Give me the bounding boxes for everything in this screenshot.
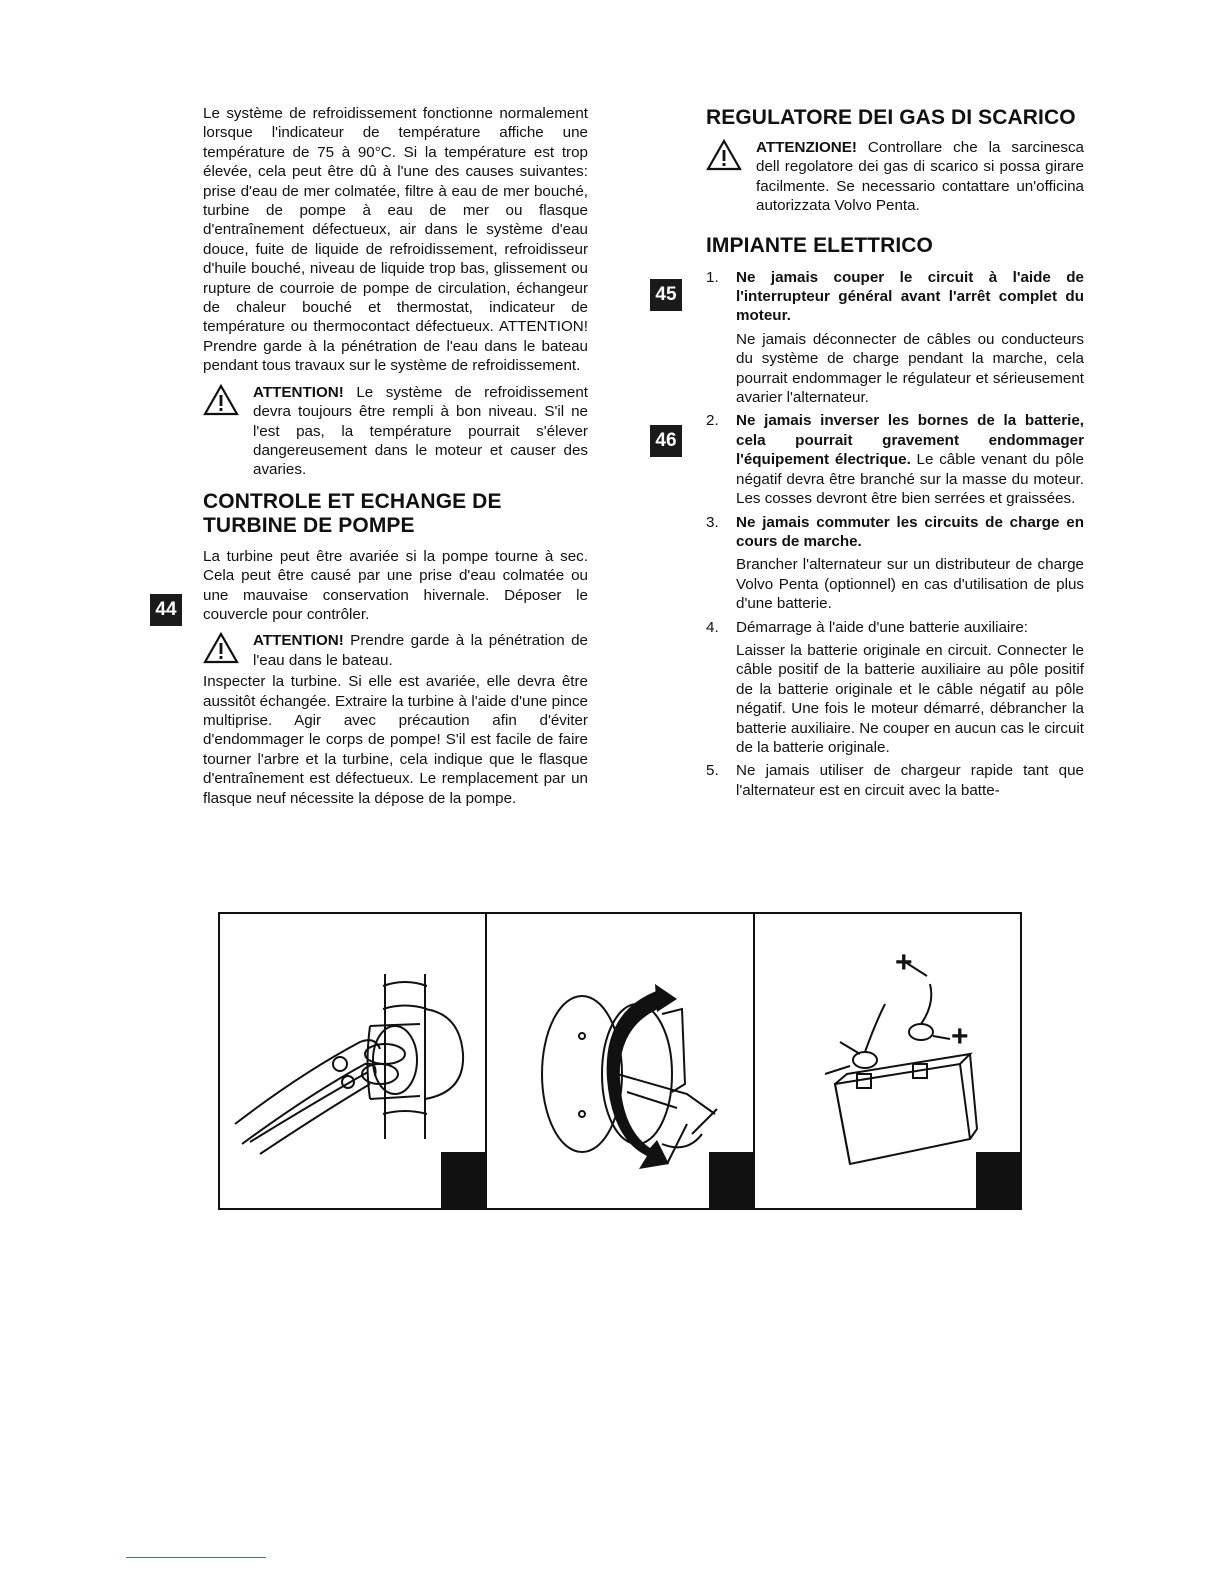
turbine-section-heading: CONTROLE ET ECHANGE DE TURBINE DE POMPE [203, 489, 502, 537]
warning-triangle-icon [706, 139, 742, 171]
figure-turbine-rotation [485, 914, 752, 1208]
item-text: Le câble venant du pôle négatif devra être branché sur la masse du moteur. Les cosses devront être bien serrées et graissées. [736, 451, 1084, 508]
cooling-warning [203, 383, 588, 480]
figure-badge-45: 45 [650, 279, 682, 311]
warning-text: Controllare che la sarcinesca dell regolatore dei gas di scarico si possa girare facilmente. Se necessario contattare un'officina autorizzata Volvo Penta. [756, 139, 1084, 215]
item-bold-text: Ne jamais commuter les circuits de charge en cours de marche. [736, 513, 1084, 550]
illustration-strip [218, 912, 1022, 1210]
figure-marker [709, 1152, 753, 1208]
footnote-rule [126, 1557, 266, 1558]
exhaust-warning [706, 138, 1084, 216]
list-item [706, 513, 1084, 614]
item-detail: Brancher l'alternateur sur un distributeur de charge Volvo Penta (optionnel) en cas d'utilisation de plus d'une batterie. [736, 556, 1084, 613]
item-number: 4. [706, 618, 719, 636]
warning-label: ATTENZIONE! [756, 139, 857, 156]
item-number: 1. [706, 268, 719, 286]
item-bold-text: Ne jamais inverser les bornes de la batterie, cela pourrait gravement endommager l'équipement électrique. [736, 412, 1084, 469]
warning-label: ATTENTION! [253, 632, 344, 650]
positive-terminal-label: + [894, 946, 913, 979]
exhaust-regulator-heading: REGULATORE DEI GAS DI SCARICO [706, 106, 1076, 129]
turbine-paragraph-1: La turbine peut être avariée si la pompe tourne à sec. Cela peut être causé par une prise d'eau colmatée ou une mauvaise conservation hivernale. Déposer le couvercle pour contrôler. [203, 547, 588, 623]
item-text: Démarrage à l'aide d'une batterie auxiliaire: [736, 618, 1028, 636]
item-bold-text: Ne jamais couper le circuit à l'aide de l'interrupteur général avant l'arrêt complet du moteur. [736, 268, 1084, 325]
pliers-removing-turbine-illustration [220, 914, 473, 1208]
list-item [706, 618, 1084, 758]
item-number: 5. [706, 762, 719, 780]
item-detail: Ne jamais déconnecter de câbles ou conducteurs du système de charge pendant la marche, cela pourrait endommager le régulateur et sérieusement avarier l'alternateur. [736, 330, 1084, 407]
electrical-heading: IMPIANTE ELETTRICO [706, 233, 933, 257]
warning-triangle-icon [203, 384, 239, 416]
water-warning [203, 631, 588, 670]
electrical-instructions-list [706, 268, 1084, 801]
warning-text: Le système de refroidissement devra toujours être rempli à bon niveau. S'il ne l'est pas, la température pourrait s'élever dangereusement dans le moteur et causer des avaries. [253, 383, 588, 479]
list-item [706, 268, 1084, 408]
positive-cable-label: + [950, 1020, 969, 1053]
right-column [706, 104, 1084, 804]
figure-marker [976, 1152, 1020, 1208]
list-item [706, 411, 1084, 508]
cooling-intro-paragraph: Le système de refroidissement fonctionne normalement lorsque l'indicateur de température affiche une température de 75 à 90°C. Si la température est trop élevée, cela peut être dû à l'une des causes suivantes: prise d'eau de mer colmatée, filtre à eau de mer bouché, turbine de pompe à eau de mer ou flasque d'entraînement défectueux, air dans le système d'eau douce, fuite de liquide de refroidissement, refroidisseur d'huile bouché, niveau de liquide trop bas, glissement ou rupture de courroie de pompe de circulation, échangeur de chaleur bouché et thermostat, indicateur de température ou thermocontact défectueux. ATTENTION! Prendre garde à la pénétration de l'eau dans le bateau pendant tous travaux sur le système de refroidissement. [203, 105, 588, 375]
figure-badge-44: 44 [150, 594, 182, 626]
list-item [706, 761, 1084, 800]
item-text: Ne jamais utiliser de chargeur rapide tant que l'alternateur est en circuit avec la batte- [736, 762, 1084, 799]
left-column [203, 104, 588, 808]
turbine-paragraph-2: Inspecter la turbine. Si elle est avariée, elle devra être aussitôt échangée. Extraire la turbine à l'aide d'une pince multiprise. Agir avec précaution afin d'éviter d'endommager le corps de pompe! S'il est facile de faire tourner l'arbre et la turbine, cela indique que le flasque d'entraînement est défectueux. Le remplacement par un flasque neuf nécessite la dépose de la pompe. [203, 673, 588, 807]
item-number: 3. [706, 513, 719, 531]
item-number: 2. [706, 412, 719, 430]
figure-pliers-turbine [220, 914, 485, 1208]
warning-text: Prendre garde à la pénétration de l'eau dans le bateau. [253, 632, 588, 669]
item-detail: Laisser la batterie originale en circuit. Connecter le câble positif de la batterie auxiliaire au pôle positif de la batterie originale et le câble négatif au pôle négatif. Une fois le moteur démarré, débrancher la batterie auxiliaire. Ne couper en aucun cas le circuit de la batterie originale. [736, 641, 1084, 756]
figure-marker [441, 1152, 485, 1208]
figure-badge-46: 46 [650, 425, 682, 457]
figure-battery-terminals [753, 914, 1020, 1208]
warning-label: ATTENTION! [253, 383, 344, 401]
warning-triangle-icon [203, 632, 239, 664]
